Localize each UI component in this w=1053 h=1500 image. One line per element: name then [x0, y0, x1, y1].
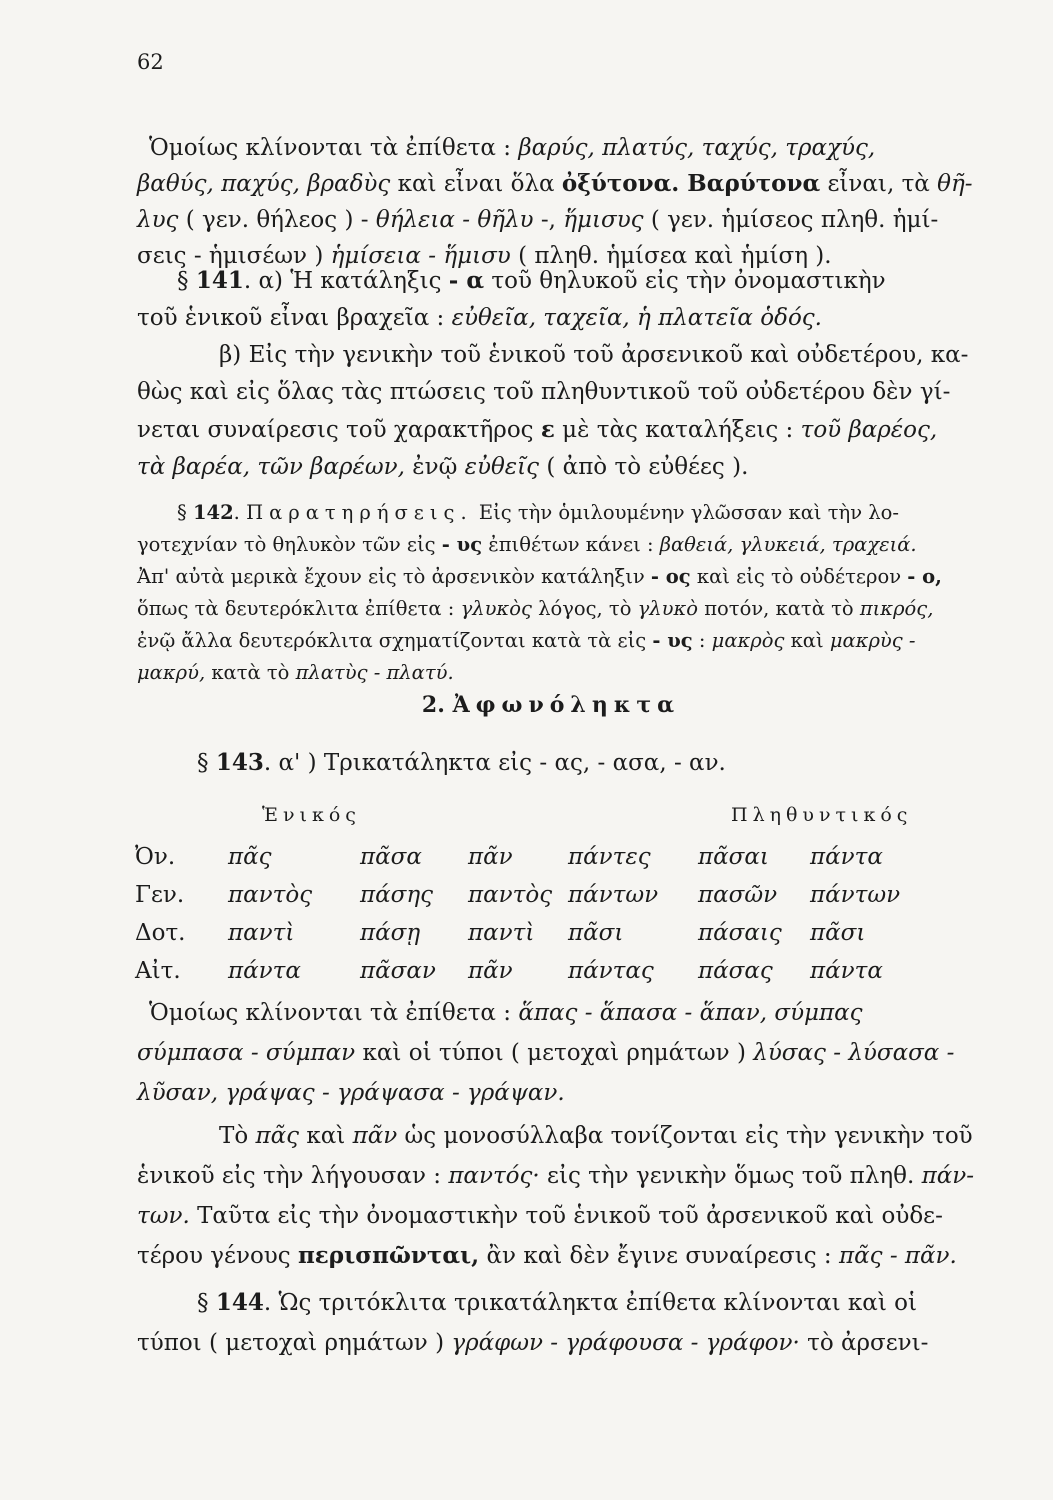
text-line: [137, 1236, 965, 1276]
table-cell: πάντας: [568, 958, 654, 984]
table-cell: πᾶσα: [360, 844, 422, 870]
text-run: σεις - ἡμισέων ): [137, 243, 331, 269]
text-run: - υς: [441, 533, 483, 556]
text-line: [137, 1323, 965, 1363]
text-run: τὰ βαρέα, τῶν βαρέων,: [137, 454, 405, 480]
text-run: Τὸ: [219, 1123, 256, 1149]
table-cell: πᾶν: [468, 844, 513, 870]
text-run: γοτεχνίαν τὸ θηλυκὸν τῶν εἰς: [137, 533, 442, 556]
text-line: [137, 374, 965, 411]
paragraph-similar-adjectives: [137, 993, 965, 1113]
text-line: [137, 411, 965, 449]
text-run: σύμπασα - σύμπαν: [137, 1040, 356, 1066]
text-run: νεται συναίρεσις τοῦ χαρακτῆρος: [137, 417, 541, 443]
section-141: [137, 262, 969, 486]
text-run: θὼς καὶ εἰς ὅλας τὰς πτώσεις τοῦ πληθυντικοῦ τοῦ οὐδετέρου δὲν γί-: [137, 379, 951, 405]
section-143-heading: [137, 745, 965, 781]
table-row: [135, 838, 910, 876]
table-cell: πασῶν: [698, 882, 778, 908]
text-run: ἅπας - ἅπασα - ἅπαν, σύμπας: [518, 1000, 863, 1026]
text-line: [137, 1033, 965, 1073]
text-run: μακρὸς: [711, 629, 785, 652]
text-run: γλυκὸ: [637, 597, 699, 620]
paragraph-accentuation: [137, 1116, 975, 1276]
text-run: λόγος, τὸ: [531, 597, 638, 620]
table-cell: πάσῃ: [360, 920, 421, 946]
table-cell: πάντα: [810, 844, 883, 870]
text-run: γράφων - γράφουσα - γράφον·: [451, 1330, 800, 1356]
case-label: Δοτ.: [135, 920, 186, 946]
text-run: πικρός,: [859, 597, 934, 620]
table-cell: παντὸς: [468, 882, 553, 908]
text-line: [137, 593, 965, 625]
text-run: λῦσαν, γράψας - γράψασα - γράψαν.: [137, 1080, 565, 1106]
text-run: ὡς μονοσύλλαβα τονίζονται εἰς τὴν γενικὴν τοῦ: [397, 1123, 973, 1149]
text-run: καὶ: [784, 629, 830, 652]
text-run: βαρύς, πλατύς, ταχύς, τραχύς,: [518, 135, 876, 161]
text-line: [137, 1283, 965, 1323]
text-run: ὀξύτονα. Βαρύτονα: [561, 170, 821, 197]
text-run: ἑνικοῦ εἰς τὴν λήγουσαν :: [137, 1163, 449, 1189]
text-line: [137, 1116, 973, 1156]
text-line: [137, 1196, 965, 1236]
text-line: [137, 745, 965, 781]
text-run: 143: [215, 749, 264, 776]
text-run: 144: [215, 1289, 264, 1316]
table-row: [135, 952, 910, 990]
text-line: [137, 1156, 975, 1196]
header-singular: Ἑνικός: [262, 804, 361, 826]
text-run: .: [233, 501, 247, 524]
table-cell: πάσης: [360, 882, 434, 908]
table-cell: πάσαις: [698, 920, 782, 946]
table-row: [135, 914, 910, 952]
text-run: τύποι ( μετοχαὶ ρημάτων ): [137, 1330, 452, 1356]
text-line: [137, 337, 969, 374]
table-cell: πᾶν: [468, 958, 513, 984]
text-run: πᾶς: [255, 1123, 300, 1149]
text-line: [137, 449, 965, 486]
text-run: ( γεν. θήλεος ) -: [178, 207, 376, 233]
text-run: πλατὺς - πλατύ.: [295, 661, 454, 684]
table-cell: πάντων: [810, 882, 901, 908]
text-run: :: [692, 629, 712, 652]
text-run: βαθύς, παχύς, βραδὺς: [137, 171, 391, 197]
text-run: μακρὺς -: [829, 629, 916, 652]
text-run: περισπῶνται,: [297, 1242, 480, 1269]
text-line: [137, 529, 965, 561]
text-run: . Ὡς τριτόκλιτα τρικατάληκτα ἐπίθετα κλίνονται καὶ οἱ: [263, 1290, 918, 1316]
case-label: Ὀν.: [135, 844, 176, 870]
table-cell: πᾶσαν: [360, 958, 436, 984]
text-run: λυς: [137, 207, 179, 233]
text-run: μὲ τὰς καταλήξεις :: [554, 417, 801, 443]
text-run: ἐνῷ: [404, 454, 465, 480]
text-run: 142: [192, 501, 234, 524]
text-line: [137, 166, 973, 202]
text-run: §: [197, 1290, 216, 1316]
text-run: Ὁμοίως κλίνονται τὰ ἐπίθετα :: [149, 1000, 519, 1026]
table-cell: πάντα: [810, 958, 883, 984]
declension-table: [135, 838, 910, 990]
text-line: [137, 300, 965, 337]
text-run: Ὁμοίως κλίνονται τὰ ἐπίθετα :: [149, 135, 519, 161]
text-run: - ος: [650, 565, 691, 588]
case-label: Αἰτ.: [135, 958, 181, 984]
subheading: [137, 692, 965, 718]
text-run: καὶ: [299, 1123, 353, 1149]
text-run: ἡμίσεια - ἥμισυ: [330, 243, 511, 269]
text-run: §: [177, 268, 196, 294]
text-line: [137, 497, 965, 529]
section-142-remarks: [137, 497, 965, 689]
text-run: Τρικατάληκτα εἰς - ας, - ασα, - αν.: [323, 750, 726, 776]
table-cell: πᾶσαι: [698, 844, 769, 870]
text-run: ἐπιθέτων κάνει :: [482, 533, 660, 556]
text-run: ἐνῷ ἄλλα δευτερόκλιτα σχηματίζονται κατὰ τὰ εἰς: [137, 629, 653, 652]
text-line: [137, 202, 965, 238]
text-run: β) Εἰς τὴν γενικὴν τοῦ ἑνικοῦ τοῦ ἀρσενικοῦ καὶ οὐδετέρου, κα-: [219, 342, 969, 368]
table-cell: πάντα: [228, 958, 301, 984]
text-run: - α: [448, 267, 485, 294]
text-run: ἂν καὶ δὲν ἔγινε συναίρεσις :: [479, 1243, 839, 1269]
text-run: ποτόν, κατὰ τὸ: [698, 597, 860, 620]
text-run: τέρου γένους: [137, 1243, 298, 1269]
table-cell: παντὶ: [468, 920, 535, 946]
text-run: §: [197, 750, 216, 776]
page-number: 62: [137, 50, 164, 74]
table-cell: παντὸς: [228, 882, 313, 908]
text-run: εἶναι, τὰ: [820, 171, 938, 197]
text-run: παντός·: [448, 1163, 540, 1189]
text-line: [137, 130, 965, 166]
text-run: καὶ εἰς τὸ οὐδέτερον: [690, 565, 908, 588]
text-line: [137, 262, 965, 300]
text-line: [137, 993, 965, 1033]
text-run: ( ἀπὸ τὸ εὐθέες ).: [539, 454, 749, 480]
text-run: εὐθεῖα, ταχεῖα, ἡ πλατεῖα ὁδός.: [451, 305, 822, 331]
text-run: πάν-: [921, 1163, 975, 1189]
text-run: θήλεια - θῆλυ: [375, 207, 534, 233]
text-run: καὶ οἱ τύποι ( μετοχαὶ ρημάτων ): [355, 1040, 754, 1066]
text-run: καὶ εἶναι ὅλα: [390, 171, 562, 197]
text-run: §: [177, 501, 193, 524]
text-run: μακρύ,: [137, 661, 206, 684]
text-run: ( γεν. ἡμίσεος πληθ. ἡμί-: [643, 207, 939, 233]
table-cell: πᾶς: [228, 844, 272, 870]
header-plural: Πληθυντικός: [731, 804, 913, 826]
text-run: 141: [195, 267, 244, 294]
text-run: - υς: [652, 629, 693, 652]
table-cell: πάντες: [568, 844, 651, 870]
text-run: Ταῦτα εἰς τὴν ὀνομαστικὴν τοῦ ἑνικοῦ τοῦ ἀρσενικοῦ καὶ οὐδε-: [189, 1203, 943, 1229]
text-run: τοῦ ἑνικοῦ εἶναι βραχεῖα :: [137, 305, 452, 331]
paragraph-oxytone-adjectives: [137, 130, 973, 274]
text-run: ἥμισυς: [563, 207, 644, 233]
text-run: ὅπως τὰ δευτερόκλιτα ἐπίθετα :: [137, 597, 461, 620]
text-run: γλυκὸς: [460, 597, 532, 620]
text-run: των.: [137, 1203, 190, 1229]
text-run: Παρατηρήσεις.: [246, 501, 473, 524]
text-run: τοῦ θηλυκοῦ εἰς τὴν ὀνομαστικὴν: [484, 268, 886, 294]
text-run: λύσας - λύσασα -: [753, 1040, 955, 1066]
text-run: . α' ): [263, 750, 324, 776]
text-run: ε: [540, 416, 555, 443]
table-cell: παντὶ: [228, 920, 295, 946]
text-line: [137, 625, 965, 657]
text-run: τοῦ βαρέος,: [800, 417, 938, 443]
text-run: - ο,: [907, 565, 942, 588]
text-run: εἰς τὴν γενικὴν ὅμως τοῦ πληθ.: [539, 1163, 922, 1189]
text-run: ( πληθ. ἡμίσεα καὶ ἡμίση ).: [510, 243, 832, 269]
section-144: [137, 1283, 965, 1363]
table-cell: πᾶσι: [568, 920, 624, 946]
subheading-number: 2.: [421, 692, 453, 718]
text-line: [137, 657, 965, 689]
table-cell: πάσας: [698, 958, 773, 984]
text-line: [137, 561, 965, 593]
table-cell: πάντων: [568, 882, 659, 908]
text-run: Ἀπ' αὐτὰ μερικὰ ἔχουν εἰς τὸ ἀρσενικὸν κατάληξιν: [137, 565, 651, 588]
text-run: . α) Ἡ κατάληξις: [243, 268, 449, 294]
subheading-title: Ἀφωνόληκτα: [452, 692, 681, 718]
text-run: κατὰ τὸ: [205, 661, 296, 684]
text-run: βαθειά, γλυκειά, τραχειά.: [659, 533, 917, 556]
text-run: πᾶν: [352, 1123, 398, 1149]
text-run: εὐθεῖς: [464, 454, 540, 480]
text-line: [137, 1073, 965, 1113]
text-run: πᾶς - πᾶν.: [838, 1243, 957, 1269]
table-cell: πᾶσι: [810, 920, 866, 946]
table-row: [135, 876, 910, 914]
case-label: Γεν.: [135, 882, 185, 908]
text-run: Εἰς τὴν ὁμιλουμένην γλῶσσαν καὶ τὴν λο-: [472, 501, 899, 524]
text-run: τὸ ἀρσενι-: [799, 1330, 929, 1356]
text-run: θῆ-: [937, 171, 973, 197]
text-run: -,: [533, 207, 564, 233]
